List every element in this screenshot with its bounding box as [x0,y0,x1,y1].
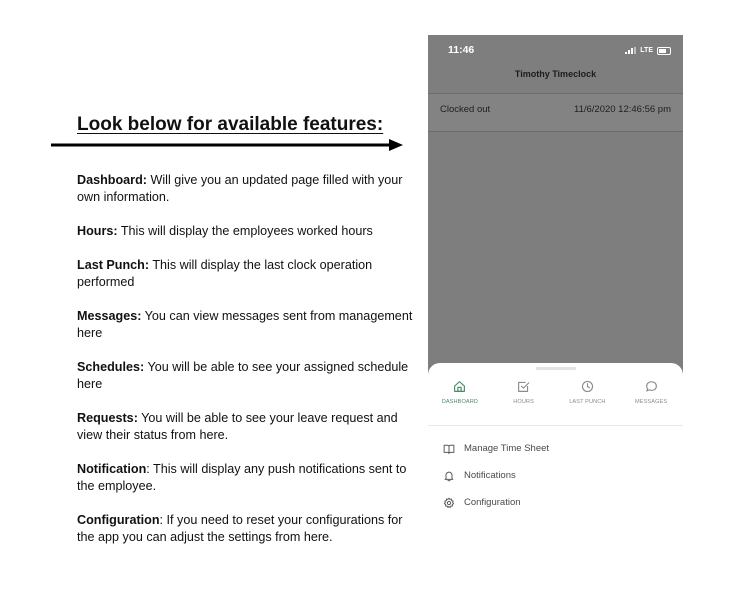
feature-term: Hours: [77,224,118,238]
book-icon [443,443,455,455]
menu-item-configuration[interactable] [428,489,683,516]
tab-label: LAST PUNCH [569,399,606,405]
feature-description: : This will display any push notifications sent to the employee. [77,462,407,493]
home-icon [453,380,466,393]
right-arrow-icon [51,137,403,153]
feature-description: Will give you an updated page filled with your own information. [77,173,403,204]
dimmed-background [428,35,683,375]
bottom-sheet [428,363,683,565]
punch-datetime: 11/6/2020 12:46:56 pm [573,104,671,115]
feature-schedules [77,359,422,393]
menu-item-label: Notifications [464,470,516,481]
tab-label: MESSAGES [635,399,668,405]
feature-requests [77,410,422,444]
feature-term: Dashboard: [77,173,147,187]
battery-icon [657,47,671,55]
menu-item-notifications[interactable] [428,462,683,489]
status-bar-icons [625,46,671,55]
menu-list [428,435,683,516]
feature-description: You will be able to see your assigned schedule here [77,360,409,391]
bell-icon [443,470,455,482]
feature-description: : If you need to reset your configurations for the app you can adjust the settings from here. [77,513,403,544]
feature-description: You will be able to see your leave request and view their status from here. [77,411,398,442]
feature-messages [77,308,422,342]
feature-description: This will display the employees worked hours [117,224,373,238]
feature-configuration [77,512,422,546]
app-title: Timothy Timeclock [514,69,597,79]
feature-description: You can view messages sent from management here [77,309,413,340]
chat-bubble-icon [645,380,658,393]
checkbox-icon [517,380,530,393]
feature-description: This will display the last clock operation performed [77,258,373,289]
tab-hours[interactable] [492,377,556,425]
menu-item-label: Configuration [464,497,521,508]
feature-term: Last Punch: [77,258,150,272]
punch-status-row [428,93,683,132]
feature-term: Messages: [77,309,142,323]
status-bar-time: 11:46 [448,44,475,56]
tab-bar [428,377,683,426]
feature-notification [77,461,422,495]
feature-term: Requests: [77,411,138,425]
feature-term: Notification [77,462,147,476]
feature-dashboard [77,172,422,206]
signal-icon [625,47,636,54]
network-type: LTE [640,47,653,54]
clock-icon [581,380,594,393]
tab-last-punch[interactable] [556,377,620,425]
tab-messages[interactable] [619,377,683,425]
punch-status-label: Clocked out [440,104,491,115]
feature-hours [77,223,422,240]
feature-last-punch [77,257,422,291]
tab-label: DASHBOARD [441,399,479,405]
menu-item-label: Manage Time Sheet [464,443,550,454]
feature-term: Configuration [77,513,160,527]
sheet-drag-handle[interactable] [536,367,576,370]
tab-label: HOURS [513,399,534,405]
feature-term: Schedules: [77,360,145,374]
menu-item-manage-time-sheet[interactable] [428,435,683,462]
gear-icon [443,497,455,509]
features-heading: Look below for available features: [77,114,384,135]
tab-dashboard[interactable] [428,377,492,425]
feature-list [77,172,422,563]
phone-screenshot [428,35,683,565]
